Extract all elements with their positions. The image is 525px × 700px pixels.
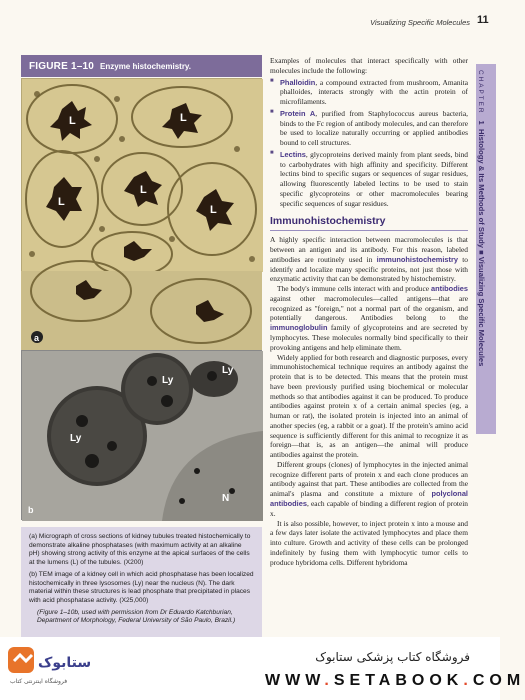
- paragraph: Widely applied for both research and diagnostic purposes, every immunohistochemical technique requires an antibody against the protein that is to be detected. This means that the protein must have been previously purified using biochemical or molecular methods so that antibodies against it can be produced. To produce antibodies against protein x of a certain animal species (eg, a human or rat), the isolated protein is injected into an animal of another species (eg, a rabbit or a goat). If the protein's amino acid sequence is sufficiently different for this animal to recognize it as foreign—that is, as an antigen—the animal will produce antibodies against the protein.: [270, 352, 468, 460]
- keyword: polyclonal antibodies: [270, 489, 468, 509]
- caption-a: (a) Micrograph of cross sections of kidney tubules treated histochemically to demonstrate alkaline phosphatases (with maximum activity at an alkaline pH) showing strong activity of this enzyme at the apical surfaces of the cells at the lumens (L) of the tubules. (X200): [29, 533, 251, 567]
- keyword: immunohistochemistry: [376, 254, 458, 264]
- bullet-text: , purified from Staphylococcus aureus bacteria, binds to the Fc region of antibody molecules, and can therefore be used to localize naturally occurring or applied antibodies bound to cell structures.: [280, 108, 468, 148]
- tem-panel-b: [21, 350, 262, 520]
- keyword: immunoglobulin: [270, 323, 328, 333]
- bullet-item: [270, 78, 468, 107]
- panel-a-letter: a: [34, 333, 40, 343]
- lumen-mark: L: [140, 184, 147, 196]
- bullet-item: [270, 150, 468, 209]
- chapter-number: 1: [477, 120, 486, 125]
- caption-b: (b) TEM image of a kidney cell in which acid phosphatase has been localized histochemically in three lysosomes (Ly) near the nucleus (N). The dark material within these structures is lead phosphate that precipitated in places with acid phosphatase activity. (X25,000): [29, 570, 254, 604]
- figure-title: Enzyme histochemistry.: [100, 61, 192, 71]
- lumen-mark: L: [210, 204, 217, 216]
- panel-b-letter: b: [28, 505, 34, 515]
- body-text: [270, 56, 468, 567]
- shop-name: فروشگاه کتاب پزشکی ستابوک: [315, 650, 470, 664]
- figure-label: FIGURE 1–10: [29, 60, 95, 72]
- lysosome-tem-image: [22, 351, 263, 521]
- micrograph-panel-a: [21, 78, 262, 271]
- lysosome-mark: Ly: [70, 433, 82, 444]
- paragraph: Different groups (clones) of lymphocytes in the injected animal recognize different parts of protein x and each clone produces an antibody against that part. These antibodies are collected from the animal's plasma and constitute a mixture of polyclonal antibodies, each capable of binding a different region of protein x.: [270, 459, 468, 518]
- chapter-label: CHAPTER: [477, 70, 484, 115]
- bullet-item: [270, 109, 468, 148]
- paragraph: A highly specific interaction between macromolecules is that between an antigen and its antibody. For this reason, labeled antibodies are routinely used in immunohistochemistry to identify and localize many specific proteins, not just those with enzymatic activity that can be demonstrated by histochemistry.: [270, 235, 468, 284]
- bullet-text: , glycoproteins derived mainly from plant seeds, bind to carbohydrates with high affinity and specificity. Different lectins bind to specific sugars or sequences of sugar residues, allowing fluorescently labeled lectins to be used to stain specific glycoproteins or other macromolecules bearing specific sequences of sugar residues.: [280, 149, 468, 208]
- chapter-title: Histology & Its Methods of Study ■ Visualizing Specific Molecules: [477, 129, 486, 367]
- lysosome-mark: Ly: [222, 365, 234, 376]
- intro-paragraph: Examples of molecules that interact specifically with other molecules include the following:: [270, 56, 468, 75]
- paragraph: The body's immune cells interact with and produce antibodies against other macromolecules—called antigens—that are recognized as "foreign," not a normal part of the organism, and potentially dangerous. Antibodies belong to the immunoglobulin family of glycoproteins and are secreted by lymphocytes. These molecules normally bind specifically to their provoking antigens and help eliminate them.: [270, 284, 468, 352]
- bullet-term: Lectins: [280, 149, 306, 159]
- figure-header: [21, 55, 262, 77]
- shop-url[interactable]: WWW.SETABOOK.COM: [265, 672, 525, 689]
- bullet-term: Protein A: [280, 108, 316, 118]
- nucleus-mark: N: [222, 493, 230, 504]
- figure-caption: [21, 527, 262, 637]
- running-head: Visualizing Specific Molecules: [370, 18, 470, 27]
- page-number: 11: [477, 14, 489, 26]
- section-heading: Immunohistochemistry: [270, 215, 468, 231]
- logo-mark-icon: [8, 647, 34, 673]
- logo-text: ستابوک: [38, 655, 92, 671]
- micrograph-panel-a-lower: [21, 271, 262, 350]
- caption-credit: (Figure 1–10b, used with permission from Dr Eduardo Katchburian, Department of Morphology, Federal University of São Paulo, Brazil.): [37, 608, 236, 625]
- bullet-text: , a compound extracted from mushroom, Amanita phalloides, interacts strongly with the actin protein of microfilaments.: [280, 77, 468, 107]
- keyword: antibodies: [431, 284, 468, 294]
- lumen-mark: L: [180, 112, 187, 124]
- bullet-term: Phalloidin: [280, 77, 316, 87]
- logo-subtext: فروشگاه اینترنتی کتاب: [10, 678, 68, 685]
- paragraph: It is also possible, however, to inject protein x into a mouse and a few days later isolate the activated lymphocytes and place them into culture. Growth and activity of these cells can be prolonged indefinitely by fusing them with lymphocytic tumor cells to produce hybridoma cells. Different hybridoma: [270, 518, 468, 567]
- lumen-mark: L: [69, 115, 76, 127]
- kidney-tubules-image: [22, 79, 263, 272]
- side-tab-text: [477, 70, 486, 366]
- lumen-mark: L: [58, 196, 65, 208]
- lysosome-mark: Ly: [162, 375, 174, 386]
- setabook-logo: [8, 641, 92, 689]
